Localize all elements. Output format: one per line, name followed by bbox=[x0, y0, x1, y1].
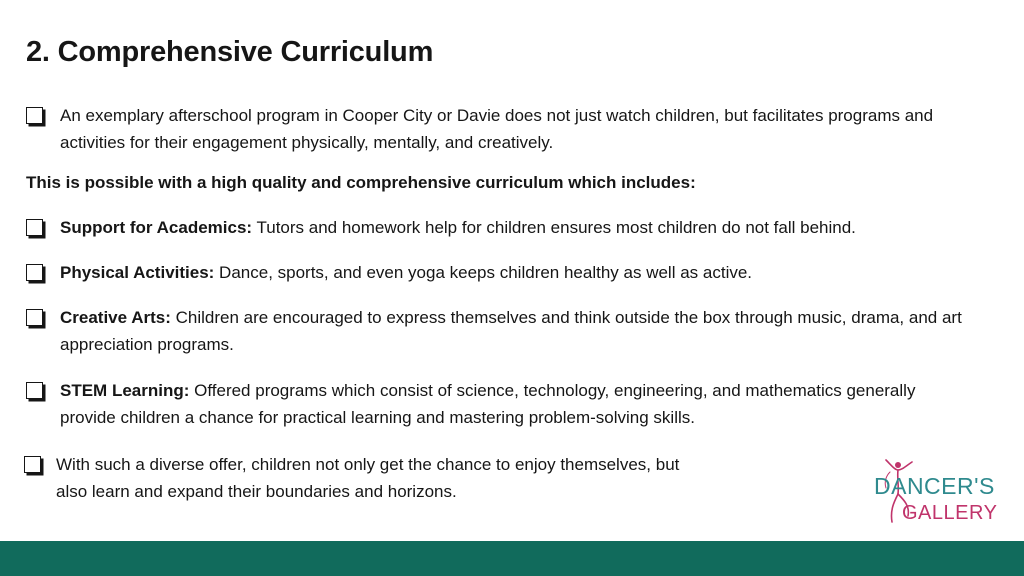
checkbox-icon bbox=[26, 219, 43, 236]
item-text: Dance, sports, and even yoga keeps children healthy as well as active. bbox=[214, 263, 753, 282]
intro-text: An exemplary afterschool program in Cooper City or Davie does not just watch children, but facilitates programs and activities for their engagement physically, mentally, and creatively. bbox=[60, 106, 934, 152]
logo-line-2: GALLERY bbox=[902, 502, 998, 524]
dancers-gallery-logo bbox=[868, 456, 1014, 532]
slide-title: 2. Comprehensive Curriculum bbox=[26, 36, 434, 68]
footer-bar bbox=[0, 541, 1024, 576]
item-label: Support for Academics: bbox=[60, 218, 253, 237]
lead-in-text: This is possible with a high quality and comprehensive curriculum which includes: bbox=[26, 173, 696, 192]
checkbox-icon bbox=[26, 309, 43, 326]
checkbox-icon bbox=[26, 107, 43, 124]
item-label: Physical Activities: bbox=[60, 263, 215, 282]
checkbox-icon bbox=[26, 382, 43, 399]
logo-line-1: DANCER'S bbox=[874, 473, 995, 499]
checkbox-icon bbox=[26, 264, 43, 281]
closing-line-2: also learn and expand their boundaries and horizons. bbox=[56, 482, 457, 501]
item-text: Children are encouraged to express themselves and think outside the box through music, drama, and art appreciation programs. bbox=[60, 308, 962, 354]
closing-line-1: With such a diverse offer, children not only get the chance to enjoy themselves, but bbox=[56, 455, 680, 474]
item-label: Creative Arts: bbox=[60, 308, 171, 327]
item-text: Tutors and homework help for children ensures most children do not fall behind. bbox=[252, 218, 856, 237]
item-text: Offered programs which consist of science, technology, engineering, and mathematics generally provide children a chance for practical learning and mastering problem-solving skills. bbox=[60, 381, 916, 427]
checkbox-icon bbox=[24, 456, 41, 473]
item-label: STEM Learning: bbox=[60, 381, 190, 400]
